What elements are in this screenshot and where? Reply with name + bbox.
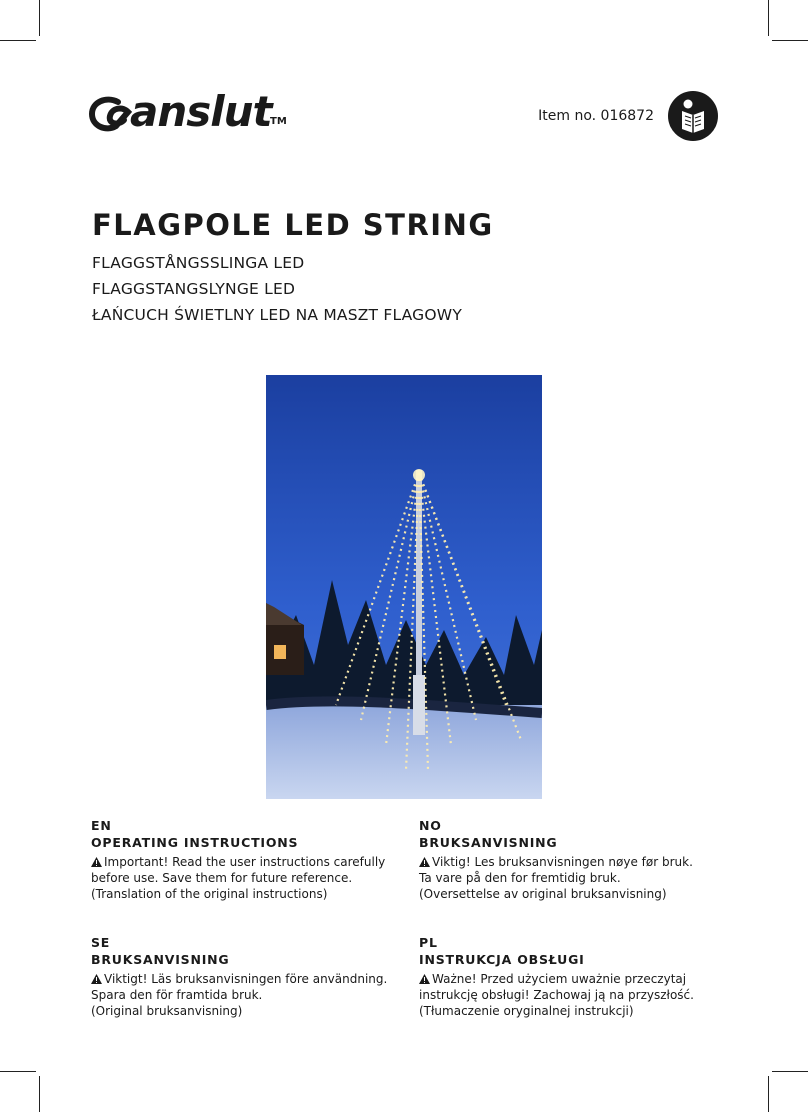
- section-line: Spara den för framtida bruk.: [91, 988, 263, 1002]
- read-manual-icon: [667, 90, 719, 142]
- crop-mark-bottom-left-v: [39, 1076, 40, 1112]
- product-photo: [266, 375, 542, 799]
- section-line: Viktig! Les bruksanvisningen nøye før bruk.: [432, 855, 693, 869]
- crop-mark-top-right-v: [768, 0, 769, 36]
- section-heading: BRUKSANVISNING: [419, 835, 558, 850]
- section-pl: [419, 934, 739, 1019]
- section-line: Ta vare på den for fremtidig bruk.: [419, 871, 621, 885]
- crop-mark-bottom-right-h: [772, 1071, 808, 1072]
- section-line: (Original bruksanvisning): [91, 1004, 243, 1018]
- warning-triangle-icon: [91, 974, 102, 984]
- warning-triangle-icon: [91, 857, 102, 867]
- section-body: [419, 854, 739, 902]
- section-line: before use. Save them for future reference.: [91, 871, 353, 885]
- section-language-code: SE: [91, 935, 111, 950]
- brand-name: anslut: [130, 87, 272, 136]
- section-heading: BRUKSANVISNING: [91, 952, 230, 967]
- section-language-code: EN: [91, 818, 112, 833]
- section-body: [91, 971, 411, 1019]
- product-subtitle-pl: ŁAŃCUCH ŚWIETLNY LED NA MASZT FLAGOWY: [92, 306, 462, 324]
- crop-mark-bottom-right-v: [768, 1076, 769, 1112]
- section-line: Important! Read the user instructions carefully: [104, 855, 386, 869]
- section-body: [419, 971, 739, 1019]
- product-subtitle-se: FLAGGSTÅNGSSLINGA LED: [92, 254, 305, 272]
- section-line: Viktigt! Läs bruksanvisningen före användning.: [104, 972, 388, 986]
- section-heading: INSTRUKCJA OBSŁUGI: [419, 952, 585, 967]
- section-body: [91, 854, 411, 902]
- section-language-code: NO: [419, 818, 442, 833]
- product-title: FLAGPOLE LED STRING: [92, 208, 494, 242]
- section-en: [91, 817, 411, 902]
- section-line: Ważne! Przed użyciem uważnie przeczytaj: [432, 972, 687, 986]
- brand-swirl-icon: [88, 88, 132, 140]
- section-heading: OPERATING INSTRUCTIONS: [91, 835, 299, 850]
- section-line: instrukcję obsługi! Zachowaj ją na przyszłość.: [419, 988, 694, 1002]
- section-line: (Translation of the original instructions): [91, 887, 328, 901]
- crop-mark-bottom-left-h: [0, 1071, 36, 1072]
- warning-triangle-icon: [419, 974, 430, 984]
- brand-trademark: TM: [270, 116, 287, 127]
- section-line: (Tłumaczenie oryginalnej instrukcji): [419, 1004, 634, 1018]
- crop-mark-top-right-h: [772, 40, 808, 41]
- brand-logo: [88, 88, 298, 140]
- product-subtitle-no: FLAGGSTANGSLYNGE LED: [92, 280, 296, 298]
- section-line: (Oversettelse av original bruksanvisning): [419, 887, 667, 901]
- crop-mark-top-left-v: [39, 0, 40, 36]
- section-no: [419, 817, 739, 902]
- item-number: Item no. 016872: [538, 108, 654, 124]
- crop-mark-top-left-h: [0, 40, 36, 41]
- section-se: [91, 934, 411, 1019]
- warning-triangle-icon: [419, 857, 430, 867]
- section-language-code: PL: [419, 935, 438, 950]
